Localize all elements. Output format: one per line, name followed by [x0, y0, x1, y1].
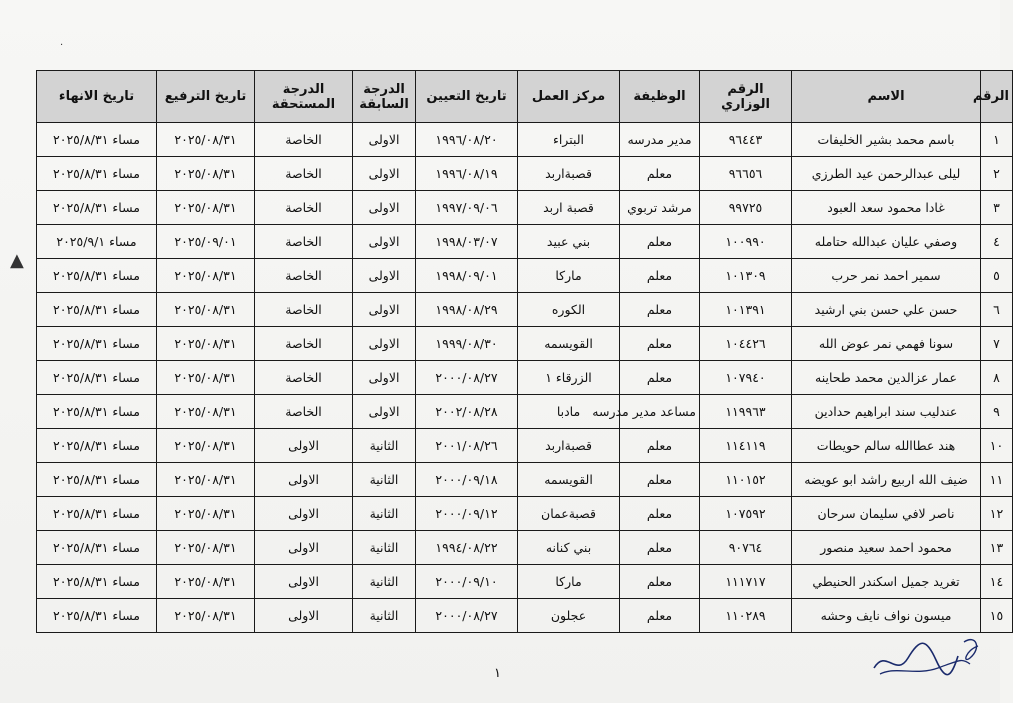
cell-due-grade: الاولى	[255, 565, 353, 599]
cell-workplace: مادبا	[518, 395, 620, 429]
cell-prev-grade: الثانية	[353, 531, 416, 565]
cell-end-date: مساء ٢٠٢٥/٨/٣١	[37, 395, 157, 429]
cell-end-date: مساء ٢٠٢٥/٨/٣١	[37, 191, 157, 225]
cell-name: سونا فهمي نمر عوض الله	[792, 327, 981, 361]
cell-name: عمار عزالدين محمد طحاينه	[792, 361, 981, 395]
cell-name: محمود احمد سعيد منصور	[792, 531, 981, 565]
cell-name: باسم محمد بشير الخليفات	[792, 123, 981, 157]
cell-due-grade: الخاصة	[255, 123, 353, 157]
table-row	[37, 259, 1013, 293]
cell-due-grade: الخاصة	[255, 395, 353, 429]
cell-workplace: بني عبيد	[518, 225, 620, 259]
cell-name: هند عطاالله سالم حويطات	[792, 429, 981, 463]
header-name: الاسم	[792, 71, 981, 123]
header-due-grade: الدرجة المستحقة	[255, 71, 353, 123]
cell-num: ٧	[981, 327, 1013, 361]
cell-due-grade: الخاصة	[255, 191, 353, 225]
cell-job: معلم	[620, 531, 700, 565]
cell-name: تغريد جميل اسكندر الحنيطي	[792, 565, 981, 599]
cell-job: مساعد مدير مدرسه	[620, 395, 700, 429]
cell-ministry-id: ١١٤١١٩	[700, 429, 792, 463]
cell-workplace: البتراء	[518, 123, 620, 157]
cell-due-grade: الخاصة	[255, 361, 353, 395]
table-row	[37, 531, 1013, 565]
cell-prev-grade: الاولى	[353, 293, 416, 327]
cell-job: مرشد تربوي	[620, 191, 700, 225]
cell-prev-grade: الاولى	[353, 191, 416, 225]
cell-ministry-id: ١٠٠٩٩٠	[700, 225, 792, 259]
cell-appointment-date: ١٩٩٧/٠٩/٠٦	[416, 191, 518, 225]
cell-prev-grade: الاولى	[353, 327, 416, 361]
cell-workplace: قصبةاربد	[518, 429, 620, 463]
cell-appointment-date: ١٩٩٤/٠٨/٢٢	[416, 531, 518, 565]
header-row	[37, 71, 1013, 123]
cell-due-grade: الاولى	[255, 429, 353, 463]
cell-job: معلم	[620, 429, 700, 463]
table-row	[37, 191, 1013, 225]
cell-prev-grade: الاولى	[353, 259, 416, 293]
cell-prev-grade: الاولى	[353, 225, 416, 259]
table-row	[37, 327, 1013, 361]
cell-due-grade: الخاصة	[255, 259, 353, 293]
table-row	[37, 361, 1013, 395]
cell-appointment-date: ١٩٩٦/٠٨/٢٠	[416, 123, 518, 157]
header-appointment-date: تاريخ التعيين	[416, 71, 518, 123]
cell-ministry-id: ١١٠٢٨٩	[700, 599, 792, 633]
cell-promotion-date: ٢٠٢٥/٠٨/٣١	[157, 157, 255, 191]
cell-num: ٩	[981, 395, 1013, 429]
cell-appointment-date: ٢٠٠٢/٠٨/٢٨	[416, 395, 518, 429]
cell-promotion-date: ٢٠٢٥/٠٨/٣١	[157, 463, 255, 497]
cell-end-date: مساء ٢٠٢٥/٨/٣١	[37, 463, 157, 497]
cell-job: معلم	[620, 157, 700, 191]
cell-job: معلم	[620, 361, 700, 395]
cell-appointment-date: ٢٠٠٠/٠٩/١٠	[416, 565, 518, 599]
header-end-date: تاريخ الانهاء	[37, 71, 157, 123]
cell-num: ٨	[981, 361, 1013, 395]
table-row	[37, 157, 1013, 191]
cell-num: ١٢	[981, 497, 1013, 531]
header-ministry-id: الرقم الوزاري	[700, 71, 792, 123]
cell-name: حسن علي حسن بني ارشيد	[792, 293, 981, 327]
cell-due-grade: الاولى	[255, 497, 353, 531]
cell-job: معلم	[620, 497, 700, 531]
cell-ministry-id: ١٠١٣٠٩	[700, 259, 792, 293]
cell-end-date: مساء ٢٠٢٥/٨/٣١	[37, 259, 157, 293]
cell-end-date: مساء ٢٠٢٥/٨/٣١	[37, 123, 157, 157]
cell-promotion-date: ٢٠٢٥/٠٨/٣١	[157, 395, 255, 429]
cell-promotion-date: ٢٠٢٥/٠٨/٣١	[157, 531, 255, 565]
table-row	[37, 395, 1013, 429]
cell-workplace: قصبةاربد	[518, 157, 620, 191]
cell-prev-grade: الثانية	[353, 565, 416, 599]
cell-job: معلم	[620, 599, 700, 633]
cell-job: معلم	[620, 293, 700, 327]
cell-prev-grade: الاولى	[353, 157, 416, 191]
cell-promotion-date: ٢٠٢٥/٠٨/٣١	[157, 565, 255, 599]
cell-job: مدير مدرسه	[620, 123, 700, 157]
cell-promotion-date: ٢٠٢٥/٠٨/٣١	[157, 191, 255, 225]
table-row	[37, 123, 1013, 157]
cell-due-grade: الخاصة	[255, 327, 353, 361]
cell-num: ١٣	[981, 531, 1013, 565]
cell-prev-grade: الثانية	[353, 497, 416, 531]
cell-end-date: مساء ٢٠٢٥/٨/٣١	[37, 293, 157, 327]
cell-promotion-date: ٢٠٢٥/٠٨/٣١	[157, 293, 255, 327]
cell-workplace: القويسمه	[518, 463, 620, 497]
cell-ministry-id: ١٠٧٥٩٢	[700, 497, 792, 531]
cell-appointment-date: ٢٠٠٠/٠٩/١٢	[416, 497, 518, 531]
cell-prev-grade: الثانية	[353, 463, 416, 497]
cell-prev-grade: الثانية	[353, 429, 416, 463]
cell-promotion-date: ٢٠٢٥/٠٨/٣١	[157, 497, 255, 531]
cell-num: ١	[981, 123, 1013, 157]
table-body	[37, 123, 1013, 633]
cell-name: ضيف الله اربيع راشد ابو عويضه	[792, 463, 981, 497]
cell-name: وصفي عليان عبدالله حتامله	[792, 225, 981, 259]
cell-workplace: القويسمه	[518, 327, 620, 361]
cell-due-grade: الخاصة	[255, 293, 353, 327]
header-workplace: مركز العمل	[518, 71, 620, 123]
cell-end-date: مساء ٢٠٢٥/٨/٣١	[37, 565, 157, 599]
table-row	[37, 565, 1013, 599]
cell-name: عندليب سند ابراهيم حدادين	[792, 395, 981, 429]
table-row	[37, 497, 1013, 531]
cell-end-date: مساء ٢٠٢٥/٨/٣١	[37, 497, 157, 531]
cell-prev-grade: الاولى	[353, 123, 416, 157]
cell-due-grade: الاولى	[255, 599, 353, 633]
cell-end-date: مساء ٢٠٢٥/٨/٣١	[37, 327, 157, 361]
cell-ministry-id: ١١٠١٥٢	[700, 463, 792, 497]
table-row	[37, 225, 1013, 259]
cell-appointment-date: ٢٠٠٠/٠٨/٢٧	[416, 599, 518, 633]
cell-job: معلم	[620, 259, 700, 293]
cell-ministry-id: ٩٦٤٤٣	[700, 123, 792, 157]
cell-end-date: مساء ٢٠٢٥/٨/٣١	[37, 531, 157, 565]
cell-name: ليلى عبدالرحمن عيد الطرزي	[792, 157, 981, 191]
cell-promotion-date: ٢٠٢٥/٠٨/٣١	[157, 361, 255, 395]
promotions-table	[36, 70, 1013, 633]
cell-name: سمير احمد نمر حرب	[792, 259, 981, 293]
cell-due-grade: الخاصة	[255, 157, 353, 191]
cell-workplace: الزرقاء ١	[518, 361, 620, 395]
cell-num: ٦	[981, 293, 1013, 327]
table-row	[37, 463, 1013, 497]
cell-num: ١١	[981, 463, 1013, 497]
cell-due-grade: الاولى	[255, 531, 353, 565]
cell-end-date: مساء ٢٠٢٥/٨/٣١	[37, 157, 157, 191]
cell-prev-grade: الاولى	[353, 361, 416, 395]
cell-appointment-date: ١٩٩٨/٠٣/٠٧	[416, 225, 518, 259]
cell-ministry-id: ١٠٧٩٤٠	[700, 361, 792, 395]
cell-due-grade: الاولى	[255, 463, 353, 497]
cell-job: معلم	[620, 565, 700, 599]
cell-job: معلم	[620, 225, 700, 259]
page-number: ١	[494, 666, 501, 681]
cell-end-date: مساء ٢٠٢٥/٨/٣١	[37, 599, 157, 633]
cell-end-date: مساء ٢٠٢٥/٨/٣١	[37, 429, 157, 463]
cell-promotion-date: ٢٠٢٥/٠٨/٣١	[157, 327, 255, 361]
cell-num: ٤	[981, 225, 1013, 259]
header-promotion-date: تاريخ الترفيع	[157, 71, 255, 123]
cell-name: ناصر لافي سليمان سرحان	[792, 497, 981, 531]
cell-promotion-date: ٢٠٢٥/٠٨/٣١	[157, 429, 255, 463]
cell-promotion-date: ٢٠٢٥/٠٨/٣١	[157, 259, 255, 293]
cell-num: ١٠	[981, 429, 1013, 463]
header-job: الوظيفة	[620, 71, 700, 123]
header-prev-grade: الدرجة السابقة	[353, 71, 416, 123]
handwritten-signature	[866, 628, 986, 686]
cell-promotion-date: ٢٠٢٥/٠٨/٣١	[157, 599, 255, 633]
cell-num: ٣	[981, 191, 1013, 225]
cell-ministry-id: ١١٩٩٦٣	[700, 395, 792, 429]
cell-workplace: قصبة اربد	[518, 191, 620, 225]
cell-job: معلم	[620, 327, 700, 361]
cell-end-date: مساء ٢٠٢٥/٩/١	[37, 225, 157, 259]
header-num: الرقم	[981, 71, 1013, 123]
cell-appointment-date: ١٩٩٨/٠٨/٢٩	[416, 293, 518, 327]
cell-appointment-date: ١٩٩٦/٠٨/١٩	[416, 157, 518, 191]
cell-num: ١٤	[981, 565, 1013, 599]
cell-ministry-id: ٩٦٦٥٦	[700, 157, 792, 191]
cell-num: ١٥	[981, 599, 1013, 633]
cell-promotion-date: ٢٠٢٥/٠٩/٠١	[157, 225, 255, 259]
cell-job: معلم	[620, 463, 700, 497]
cell-appointment-date: ١٩٩٨/٠٩/٠١	[416, 259, 518, 293]
cell-appointment-date: ٢٠٠٠/٠٨/٢٧	[416, 361, 518, 395]
cell-end-date: مساء ٢٠٢٥/٨/٣١	[37, 361, 157, 395]
cell-ministry-id: ١٠١٣٩١	[700, 293, 792, 327]
cell-ministry-id: ١١١٧١٧	[700, 565, 792, 599]
cell-num: ٥	[981, 259, 1013, 293]
table-row	[37, 429, 1013, 463]
cell-workplace: ماركا	[518, 565, 620, 599]
table-row	[37, 293, 1013, 327]
cell-ministry-id: ٩٩٧٢٥	[700, 191, 792, 225]
cell-appointment-date: ١٩٩٩/٠٨/٣٠	[416, 327, 518, 361]
cell-num: ٢	[981, 157, 1013, 191]
cell-workplace: الكوره	[518, 293, 620, 327]
cell-workplace: ماركا	[518, 259, 620, 293]
cell-promotion-date: ٢٠٢٥/٠٨/٣١	[157, 123, 255, 157]
scan-speck: ▲	[10, 250, 24, 271]
cell-due-grade: الخاصة	[255, 225, 353, 259]
cell-ministry-id: ١٠٤٤٢٦	[700, 327, 792, 361]
scan-speck: ·	[60, 40, 64, 51]
cell-appointment-date: ٢٠٠١/٠٨/٢٦	[416, 429, 518, 463]
cell-name: ميسون نواف نايف وحشه	[792, 599, 981, 633]
cell-ministry-id: ٩٠٧٦٤	[700, 531, 792, 565]
cell-appointment-date: ٢٠٠٠/٠٩/١٨	[416, 463, 518, 497]
cell-prev-grade: الاولى	[353, 395, 416, 429]
cell-workplace: عجلون	[518, 599, 620, 633]
cell-name: غادا محمود سعد العبود	[792, 191, 981, 225]
cell-prev-grade: الثانية	[353, 599, 416, 633]
cell-workplace: قصبةعمان	[518, 497, 620, 531]
cell-workplace: بني كنانه	[518, 531, 620, 565]
